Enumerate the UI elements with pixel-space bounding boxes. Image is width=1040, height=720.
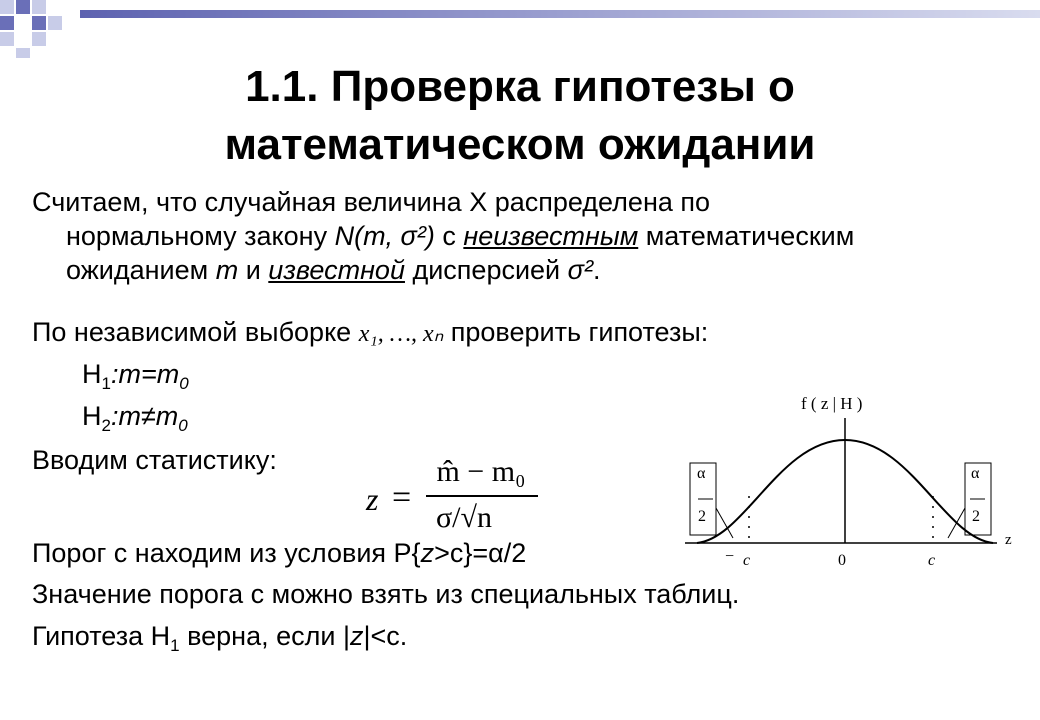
threshold-line (32, 537, 526, 570)
right-pointer (948, 508, 965, 538)
para1-line2 (66, 220, 854, 253)
h-subscript: 1 (170, 636, 180, 655)
para1-line3 (66, 254, 600, 287)
h-subscript: 0 (178, 416, 188, 435)
text: . (592, 255, 601, 285)
h-subscript: 2 (101, 416, 111, 435)
z-symbol: z (420, 538, 435, 568)
h-label: H (82, 359, 102, 389)
fraction-bar (426, 495, 538, 497)
left-two: 2 (698, 508, 706, 525)
formula-equals: = (392, 479, 412, 516)
text: >c}=α/2 (434, 538, 527, 568)
text: верна, если | (179, 621, 350, 651)
page-title (0, 58, 1040, 174)
unknown-word: неизвестным (463, 221, 639, 251)
graph-xlabel: z (1005, 532, 1012, 548)
text: Гипотеза H (32, 621, 171, 651)
graph-drawing (685, 388, 1020, 578)
conclusion-line (32, 620, 407, 662)
text: математическим (638, 221, 855, 251)
text: дисперсией (404, 255, 568, 285)
para1-line1: Считаем, что случайная величина X распределена по (32, 187, 711, 217)
left-alpha: α (697, 465, 706, 482)
text: Порог c находим из условия P{ (32, 538, 421, 568)
text: проверить гипотезы: (443, 317, 709, 347)
minus-sign: − (725, 548, 735, 565)
corner-decoration (0, 0, 120, 60)
para2 (32, 316, 708, 351)
right-alpha: α (971, 465, 980, 482)
sample-notation: x₁, …, xₙ (358, 321, 444, 347)
formula-denominator: σ/√n (436, 501, 492, 534)
zero-label: 0 (838, 552, 846, 569)
hypothesis-h2 (82, 400, 188, 442)
formula-lhs: z (366, 481, 379, 517)
title-line-1: 1.1. Проверка гипотезы о (245, 62, 795, 111)
hypothesis-h1 (82, 358, 189, 400)
c-left-label: c (743, 552, 751, 569)
text: |<c. (363, 621, 408, 651)
h-subscript: 1 (101, 374, 111, 393)
h-subscript: 0 (179, 374, 189, 393)
h-body: :m≠m (110, 401, 179, 431)
distribution: N(m, σ²) (334, 221, 435, 251)
title-line-2: математическом ожидании (224, 120, 816, 169)
text: нормальному закону (66, 221, 335, 251)
table-note: Значение порога c можно взять из специальных таблиц. (32, 579, 740, 609)
graph-ylabel: f ( z | H ) (801, 394, 863, 413)
text: и (238, 255, 269, 285)
top-bar-decoration (80, 10, 1040, 18)
right-two: 2 (972, 508, 980, 525)
known-word: известной (268, 255, 405, 285)
m-symbol: m (215, 255, 239, 285)
c-right-label: c (928, 552, 936, 569)
sigma-symbol: σ² (567, 255, 593, 285)
text: По независимой выборке (32, 317, 359, 347)
text: с (434, 221, 464, 251)
z-symbol: z (349, 621, 364, 651)
text: ожиданием (66, 255, 216, 285)
h-label: H (82, 401, 102, 431)
formula-numerator: m̂ − m₀ (436, 455, 526, 488)
density-graph (685, 388, 1020, 578)
h-body: :m=m (110, 359, 180, 389)
statistic-intro: Вводим статистику: (32, 445, 277, 475)
